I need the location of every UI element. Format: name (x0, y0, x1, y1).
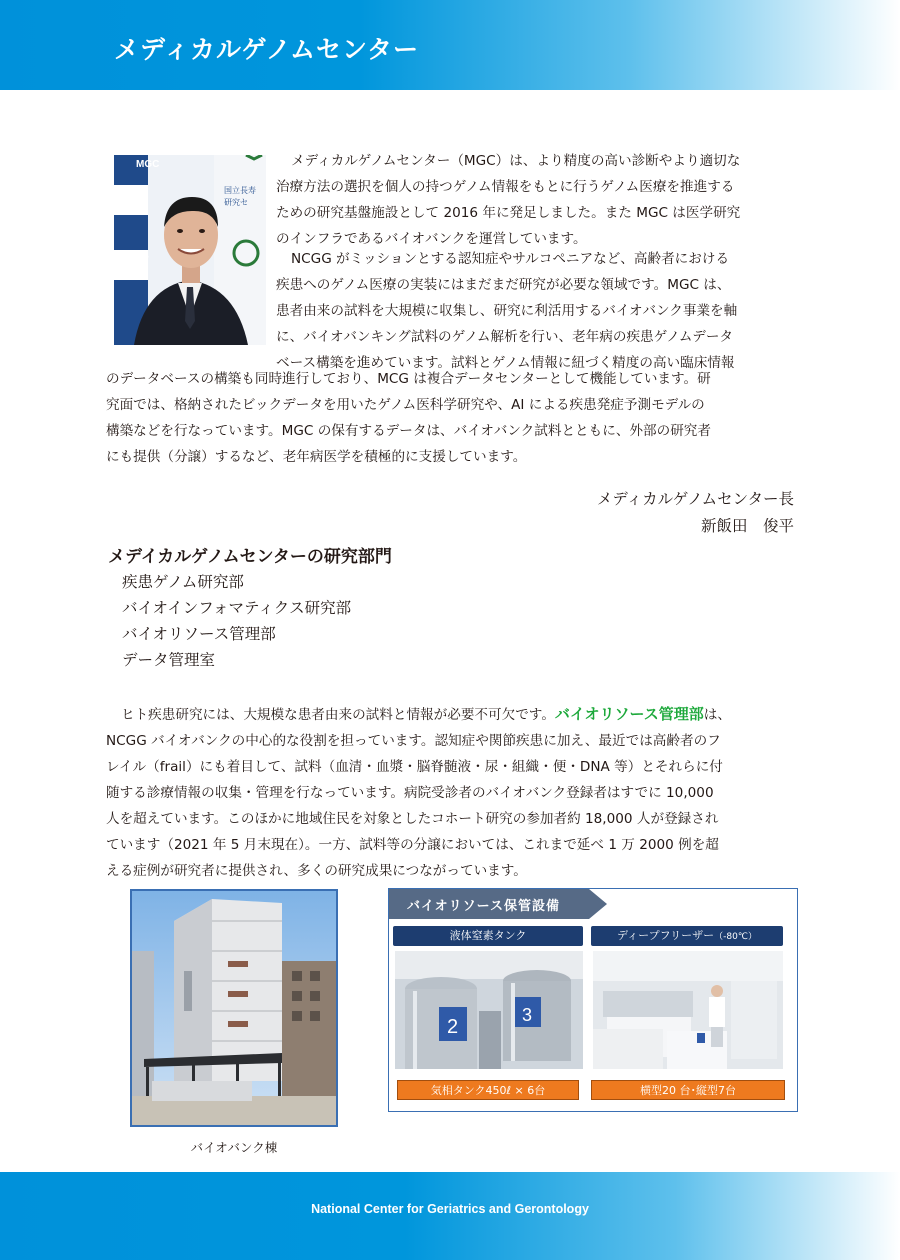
text-line: のインフラであるバイオバンクを運営しています。 (276, 231, 587, 247)
text-line: メディカルゲノムセンター（MGC）は、より精度の高い診断やより適切な (291, 153, 741, 169)
text-line: 治療方法の選択を個人の持つゲノム情報をもとに行うゲノム医療を推進する (276, 179, 735, 195)
department-item: 疾患ゲノム研究部 (122, 573, 244, 591)
biobank-building-photo (130, 889, 338, 1127)
page-title: メディカルゲノムセンター (114, 35, 420, 64)
director-portrait (114, 155, 266, 345)
page-header (0, 0, 900, 90)
text-line: ベース構築を進めています。試料とゲノム情報に紐づく精度の高い臨床情報 (276, 355, 735, 371)
footer-text: National Center for Geriatrics and Gerontology (311, 1202, 589, 1216)
page-footer (0, 1172, 900, 1260)
tank-number: 3 (522, 1005, 533, 1025)
liquid-nitrogen-label: 液体窒素タンク (393, 926, 583, 946)
text-line (106, 701, 796, 728)
biobank-line1-post: は、 (703, 707, 731, 723)
intro-paragraph-1 (276, 148, 794, 252)
deep-freezer-main: ディープフリーザー (617, 929, 715, 942)
department-item: バイオインフォマティクス研究部 (122, 599, 352, 617)
text-line: に、バイオバンキング試料のゲノム解析を行い、老年病の疾患ゲノムデータ (276, 329, 734, 345)
text-line: NCGG がミッションとする認知症やサルコペニアなど、高齢者における (291, 251, 730, 267)
text-line: える症例が研究者に提供され、多くの研究成果につながっています。 (106, 863, 527, 879)
text-line: 疾患へのゲノム医療の実装にはまだまだ研究が必要な領域です。MGC は、 (276, 277, 731, 293)
tank-capacity-label: 気相タンク450ℓ × 6台 (397, 1080, 579, 1100)
intro-paragraph-2-continued (106, 366, 796, 470)
deep-freezer-temp: （-80℃） (714, 932, 757, 942)
text-line: 随する診療情報の収集・管理を行なっています。病院受診者のバイオバンク登録者はすでに 10,000 (106, 785, 714, 801)
portrait-biobank-text: BIOB (118, 247, 150, 262)
intro-paragraph-2 (276, 246, 794, 376)
department-item: バイオリソース管理部 (122, 625, 276, 643)
deep-freezer-photo (593, 951, 783, 1069)
biobank-highlight: バイオリソース管理部 (554, 705, 704, 723)
text-line: 人を超えています。このほかに地域住民を対象としたコホート研究の参加者約 18,000 人が登録され (106, 811, 719, 827)
building-caption: バイオバンク棟 (190, 1140, 278, 1155)
storage-facilities-panel (388, 888, 798, 1112)
text-line: のデータベースの構築も同時進行しており、MCG は複合データセンターとして機能しています。研 (106, 371, 711, 387)
text-line: ています（2021 年 5 月末現在）。一方、試料等の分譲においては、これまで延べ 1 万 2000 例を超 (106, 837, 719, 853)
signature-role: メディカルゲノムセンター長 (596, 490, 794, 508)
portrait-sign-line1: 国立長寿 (224, 186, 256, 195)
freezer-count-label: 横型20 台･縦型7台 (591, 1080, 785, 1100)
biobank-paragraph (106, 701, 796, 884)
panel-title: バイオリソース保管設備 (407, 899, 560, 914)
biobank-line1-pre: ヒト疾患研究には、大規模な患者由来の試料と情報が必要不可欠です。 (121, 707, 555, 723)
text-line: にも提供（分譲）するなど、老年病医学を積極的に支援しています。 (106, 449, 527, 465)
portrait-mgc-text: MGC (136, 159, 160, 170)
portrait-sign-line2: 研究セ (224, 198, 248, 207)
deep-freezer-label (591, 926, 783, 946)
text-line: ための研究基盤施設として 2016 年に発足しました。また MGC は医学研究 (276, 205, 741, 221)
text-line: NCGG バイオバンクの中心的な役割を担っています。認知症や関節疾患に加え、最近では高齢者のフ (106, 733, 721, 749)
text-line: レイル（frail）にも着目して、試料（血清・血漿・脳脊髄液・尿・組織・便・DNA 等）とそれらに付 (106, 759, 723, 775)
text-line: 患者由来の試料を大規模に収集し、研究に利活用するバイオバンク事業を軸 (276, 303, 738, 319)
department-item: データ管理室 (122, 651, 216, 669)
text-line: 究面では、格納されたビックデータを用いたゲノム医科学研究や、AI による疾患発症予測モデルの (106, 397, 705, 413)
departments-heading: メデイカルゲノムセンターの研究部門 (108, 547, 392, 567)
tank-number: 2 (447, 1016, 459, 1038)
liquid-nitrogen-tank-photo (395, 951, 583, 1069)
text-line: 構築などを行なっています。MGC の保有するデータは、バイオバンク試料とともに、外部の研究者 (106, 423, 711, 439)
signature-name: 新飯田 俊平 (700, 517, 794, 535)
